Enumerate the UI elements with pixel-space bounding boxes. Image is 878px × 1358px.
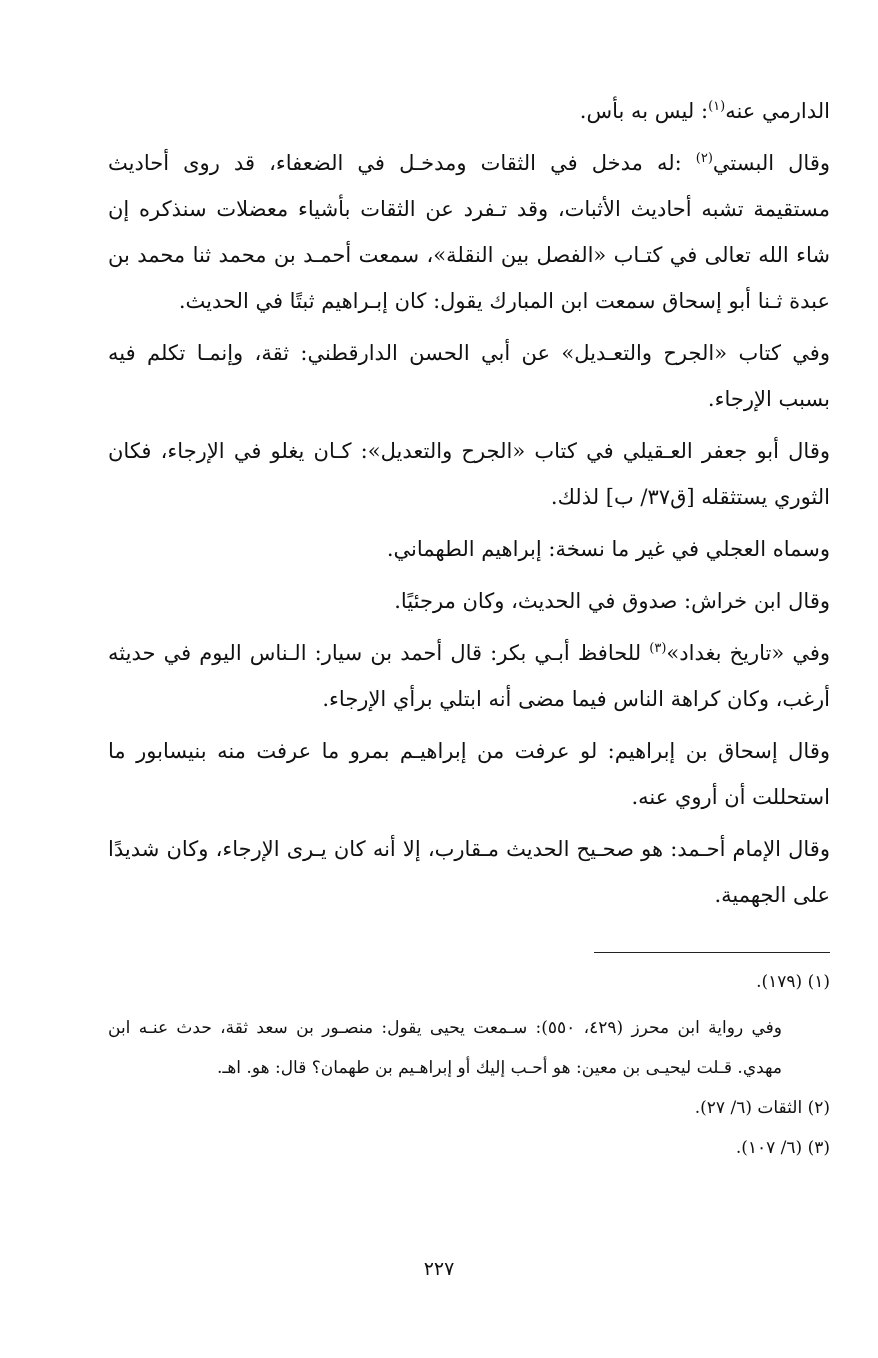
footnote-reference-3: (٣) [649, 641, 667, 656]
footnote-2: (٢) الثقات (٦/ ٢٧). [694, 1098, 830, 1118]
paragraph-4: وقال أبو جعفر العـقيلي في كتاب «الجرح والتعديل»: كـان يغلو في الإرجاء، فكان الثوري يستثقله [ق٣٧/ ب] لذلك. [108, 439, 830, 509]
footnote-separator [594, 952, 830, 953]
paragraph-8: وقال إسحاق بن إبراهيم: لو عرفت من إبراهيـم بمرو ما عرفت منه بنيسابور ما استحللت أن أروي عنه. [108, 739, 830, 809]
main-text [108, 88, 830, 924]
footnote-reference-2: (٢) [695, 151, 713, 166]
paragraph-1-text: الدارمي عنه [725, 99, 830, 123]
paragraph-2 [108, 140, 830, 324]
footnote-reference-1: (١) [708, 99, 726, 114]
paragraph-7 [108, 630, 830, 722]
paragraph-3: وفي كتاب «الجرح والتعـديل» عن أبي الحسن الدارقطني: ثقة، وإنمـا تكلم فيه بسبب الإرجاء. [108, 341, 830, 411]
paragraph-7-text-cont: للحافظ أبـي بكر: قال أحمد بن سيار: الـناس اليوم في حديثه أرغب، وكان كراهة الناس فيما مضى أنه ابتلي برأي الإرجاء. [108, 641, 830, 711]
paragraph-6: وقال ابن خراش: صدوق في الحديث، وكان مرجئيًا. [394, 589, 830, 613]
paragraph-5: وسماه العجلي في غير ما نسخة: إبراهيم الطهماني. [386, 537, 830, 561]
footnotes [108, 962, 830, 1168]
paragraph-2-text-cont: :له مدخل في الثقات ومدخـل في الضعفاء، قد روى أحاديث مستقيمة تشبه أحاديث الأثبات، وقد تـفرد عن الثقات بأشياء معضلات سنذكره إن شاء الله تعالى في كتـاب «الفصل بين النقلة»، سمعت أحمـد بن محمد ثنا محمد بن عبدة ثـنا أبو إسحاق سمعت ابن المبارك يقول: كان إبـراهيم ثبتًا في الحديث. [108, 151, 830, 313]
paragraph-2-text: وقال البستي [712, 151, 830, 175]
paragraph-7-text: وفي «تاريخ بغداد» [666, 641, 830, 665]
page-number: ٢٢٧ [423, 1258, 455, 1280]
footnote-1-body: وفي رواية ابن محرز (٤٢٩، ٥٥٠): سـمعت يحيى يقول: منصـور بن سعد ثقة، حدث عنـه ابن مهدي. قـلت ليحيـى بن معين: هو أحـب إليك أو إبراهـيم بن طهمان؟ قال: هو. اهـ. [108, 1018, 782, 1078]
footnote-3: (٣) (٦/ ١٠٧). [735, 1138, 830, 1158]
paragraph-1 [108, 88, 830, 134]
paragraph-9: وقال الإمام أحـمد: هو صحـيح الحديث مـقارب، إلا أنه كان يـرى الإرجاء، وكان شديدًا على الجهمية. [108, 837, 830, 907]
paragraph-1-text-cont: : ليس به بأس. [579, 99, 709, 123]
footnote-1: (١) (١٧٩). [756, 972, 830, 992]
